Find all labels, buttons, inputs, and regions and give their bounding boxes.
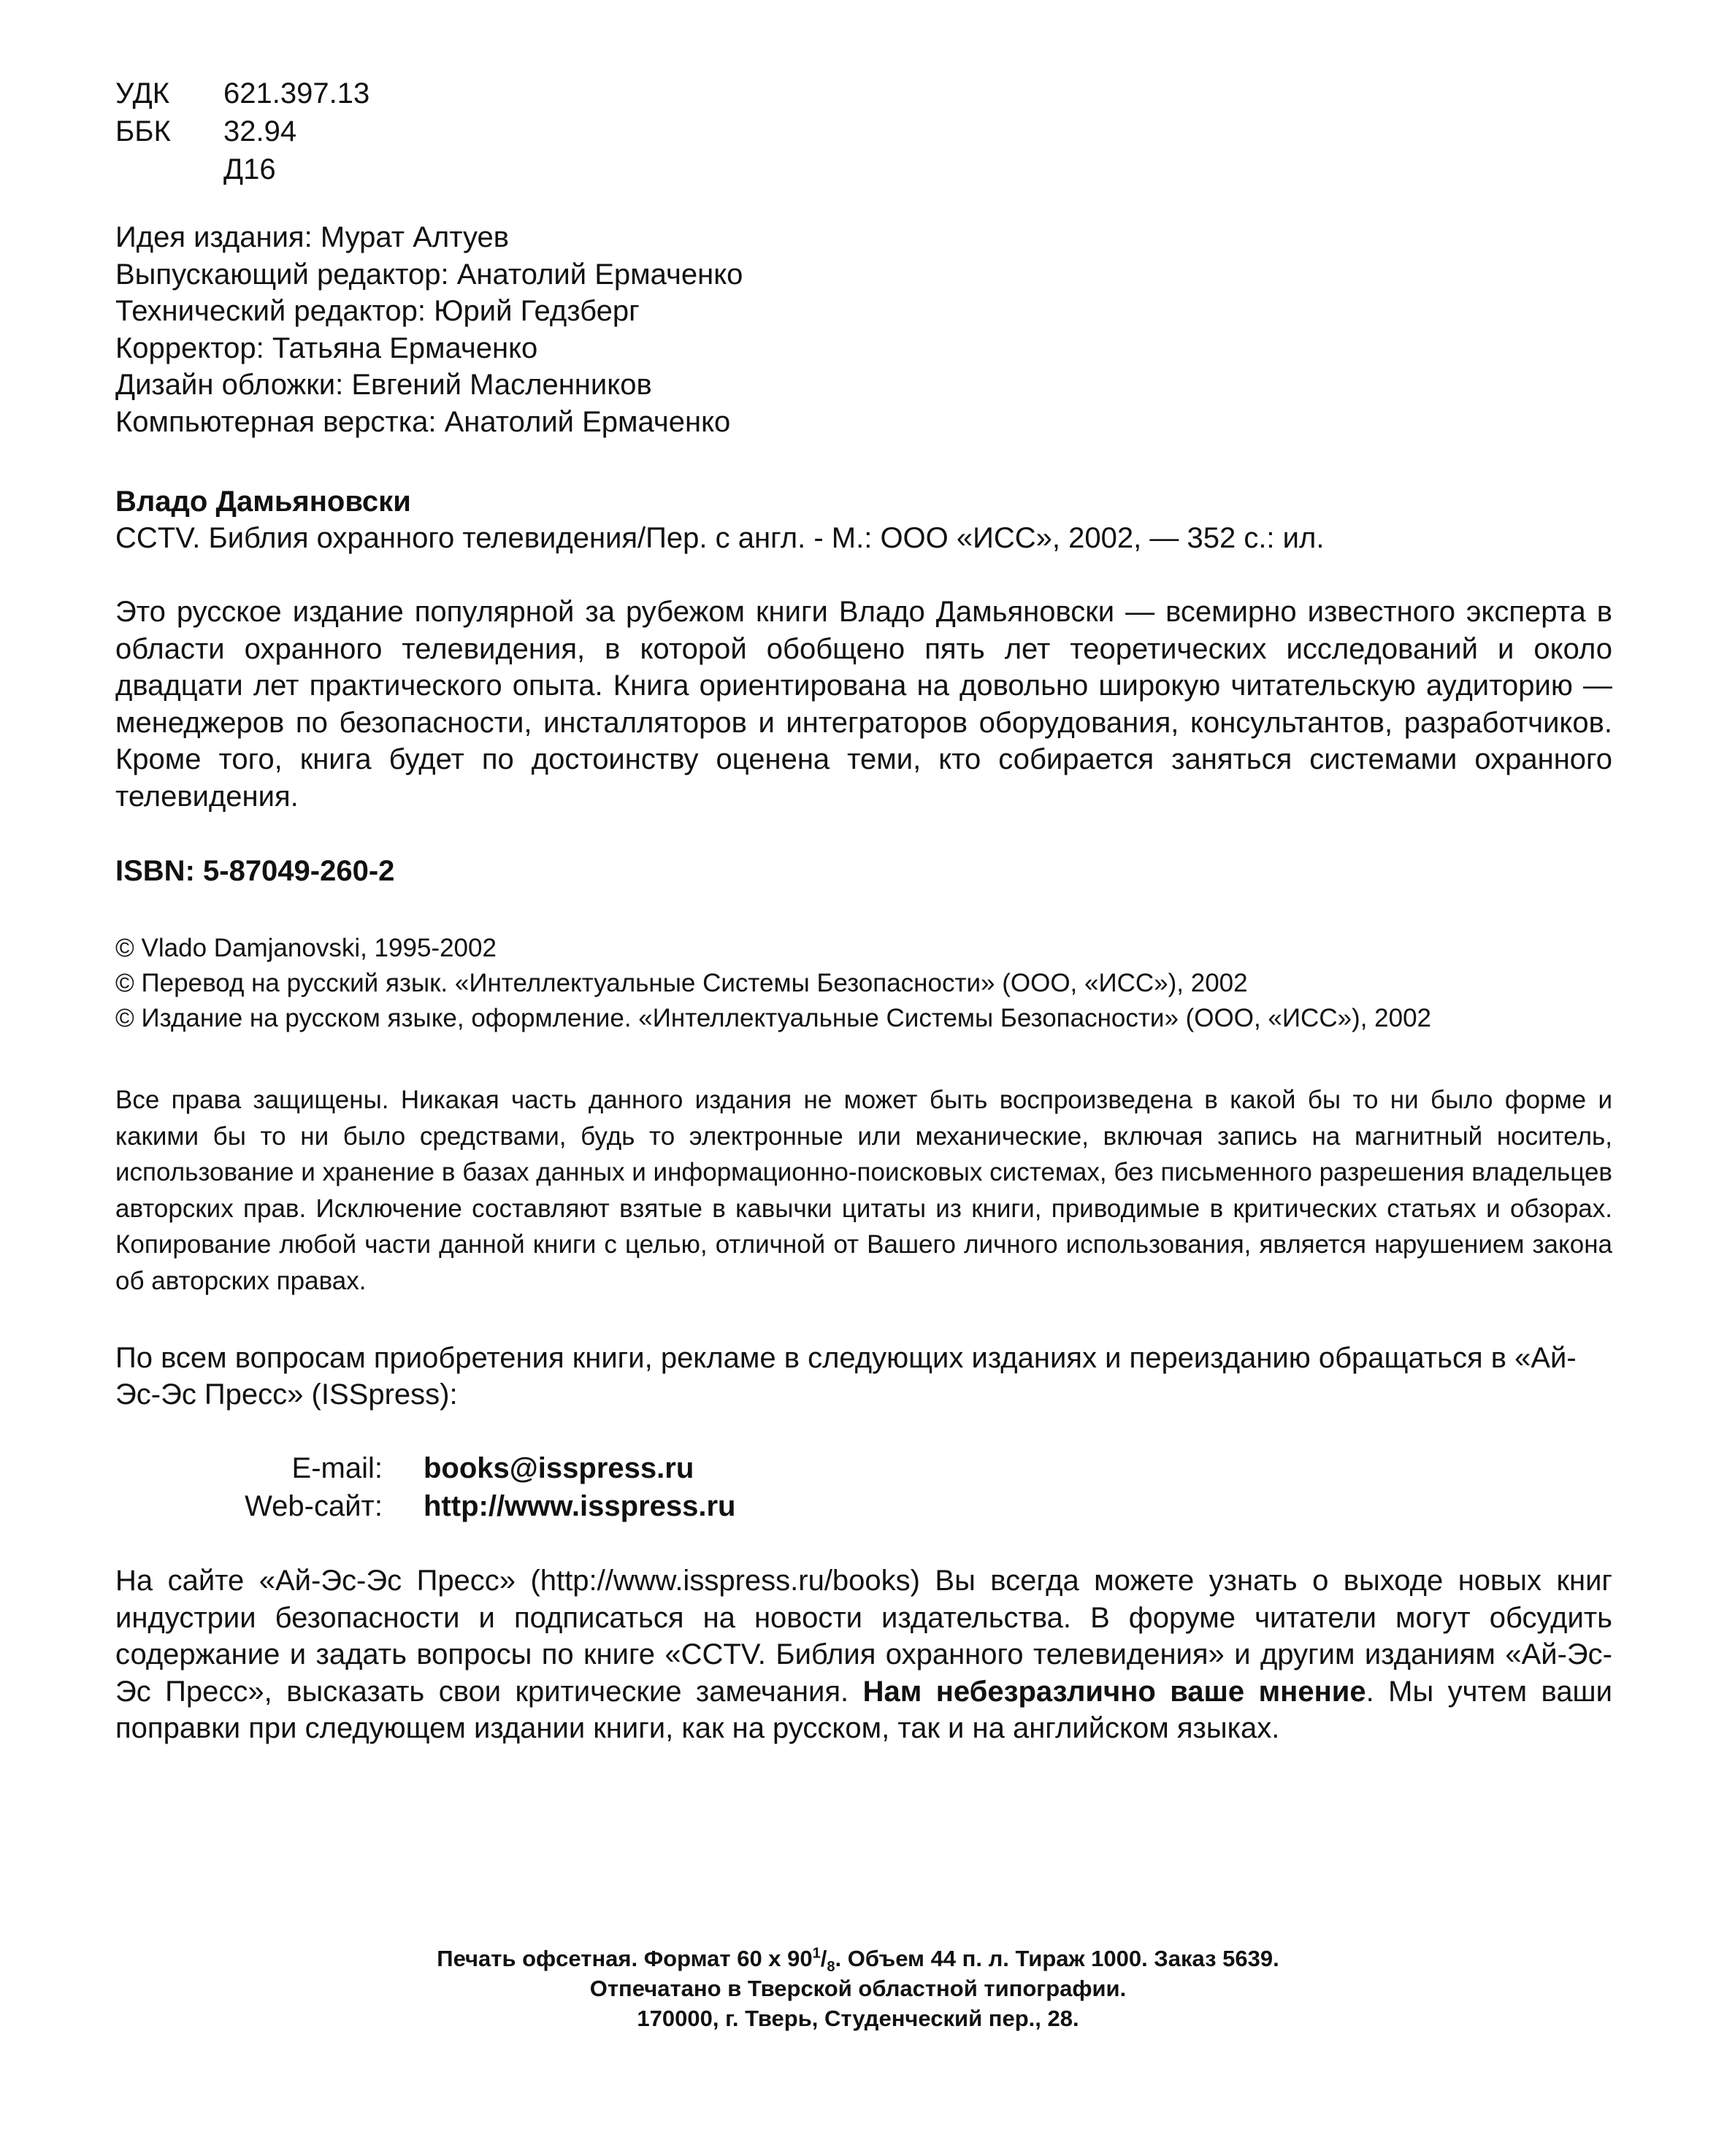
copyright-original: © Vlado Damjanovski, 1995-2002: [115, 934, 497, 962]
author-mark: Д16: [223, 153, 276, 185]
bibliographic-entry: [115, 483, 1612, 556]
copyright-notices: [115, 931, 1612, 1036]
udk-label: УДК: [115, 77, 170, 110]
credit-managing-editor: Выпускающий редактор: Анатолий Ермаченко: [115, 258, 743, 291]
imprint-line-printer: Отпечатано в Тверской областной типографии.: [589, 1976, 1127, 2001]
author-mark-row: [115, 150, 1612, 188]
web-row: [115, 1487, 992, 1525]
bbk-label: ББК: [115, 115, 171, 147]
opinion-emphasis: Нам небезразлично ваше мнение: [862, 1675, 1366, 1708]
rights-notice: Все права защищены. Никакая часть данного издания не может быть воспроизведена в какой бы то ни было форме и какими бы то ни было средствами, будь то электронные или механические, включая запись на магнитный носитель, использование и хранение в базах данных и информационно-поисковых системах, без письменного разрешения владельцев авторских прав. Исключение составляют взятые в кавычки цитаты из книги, приводимые в критических статьях и обзорах. Копирование любой части данной книги с целью, отличной от Вашего личного использования, является нарушением закона об авторских правах.: [115, 1086, 1612, 1295]
copyright-edition: © Издание на русском языке, оформление. «Интеллектуальные Системы Безопасности» (ООО, «ИСС»), 2002: [115, 1004, 1432, 1032]
book-description: Это русское издание популярной за рубежом книги Владо Дамьяновски — всемирно известного эксперта в области охранного телевидения, в которой обобщено пять лет теоретических исследований и около двадцати лет практического опыта. Книга ориентирована на довольно широкую читательскую аудиторию — менеджеров по безопасности, инсталляторов и интеграторов оборудования, консультантов, разработчиков. Кроме того, книга будет по достоинству оценена теми, кто собирается заняться системами охранного телевидения.: [115, 596, 1612, 813]
credit-layout: Компьютерная верстка: Анатолий Ермаченко: [115, 405, 731, 438]
imprint-format-b: . Объем 44 п. л. Тираж 1000. Заказ 5639.: [835, 1946, 1279, 1971]
imprint-format-sub: 8: [827, 1959, 835, 1976]
credit-technical-editor: Технический редактор: Юрий Гедзберг: [115, 295, 640, 327]
email-link[interactable]: books@isspress.ru: [424, 1452, 694, 1484]
bbk-value: 32.94: [223, 115, 297, 147]
credits: [115, 219, 1612, 440]
credit-proofreader: Корректор: Татьяна Ермаченко: [115, 331, 538, 364]
email-label: E-mail:: [291, 1452, 383, 1484]
isbn: ISBN: 5-87049-260-2: [115, 855, 395, 887]
bbk-row: [115, 112, 1612, 150]
credit-idea: Идея издания: Мурат Алтуев: [115, 221, 510, 253]
website-link[interactable]: http://www.isspress.ru: [424, 1490, 736, 1522]
website-text: На сайте «Ай-Эс-Эс Пресс» (http://www.isspress.ru/books) Вы всегда можете узнать о выходе новых книг индустрии безопасности и подписаться на новости издательства. В форуме читатели могут обсудить содержание и задать вопросы по книге «CCTV. Библия охранного телевидения» и другим изданиям «Ай-Эс-Эс Пресс», высказать свои критические замечания.: [115, 1565, 1612, 1708]
book-author: Владо Дамьяновски: [115, 486, 411, 518]
contact-intro: По всем вопросам приобретения книги, рекламе в следующих изданиях и переизданию обращаться в «Ай-Эс-Эс Пресс» (ISSpress):: [115, 1342, 1577, 1411]
email-row: [115, 1449, 992, 1487]
copyright-translation: © Перевод на русский язык. «Интеллектуальные Системы Безопасности» (ООО, «ИСС»), 2002: [115, 969, 1248, 997]
website-paragraph: [115, 1562, 1612, 1747]
contact-details: [115, 1449, 992, 1525]
imprint-line-format: [0, 1944, 1716, 1976]
classification-codes: [115, 74, 1612, 188]
book-title: CCTV. Библия охранного телевидения/Пер. с англ. - М.: ООО «ИСС», 2002, — 352 с.: ил.: [115, 522, 1325, 554]
udk-row: [115, 74, 1612, 112]
imprint-format-a: Печать офсетная. Формат 60 х 90: [437, 1946, 813, 1971]
author-mark-spacer: [115, 150, 223, 188]
credit-cover-design: Дизайн обложки: Евгений Масленников: [115, 369, 652, 401]
web-label: Web-сайт:: [245, 1490, 383, 1522]
imprint-format-sup: 1: [812, 1945, 821, 1962]
udk-value: 621.397.13: [223, 77, 370, 110]
website-tail: . Мы учтем ваши поправки при следующем издании книги, как на русском, так и на английском языках.: [115, 1675, 1612, 1744]
imprint-line-address: 170000, г. Тверь, Студенческий пер., 28.: [637, 2006, 1079, 2031]
imprint-format-slash: /: [820, 1946, 827, 1971]
printing-imprint: [0, 1944, 1716, 2033]
